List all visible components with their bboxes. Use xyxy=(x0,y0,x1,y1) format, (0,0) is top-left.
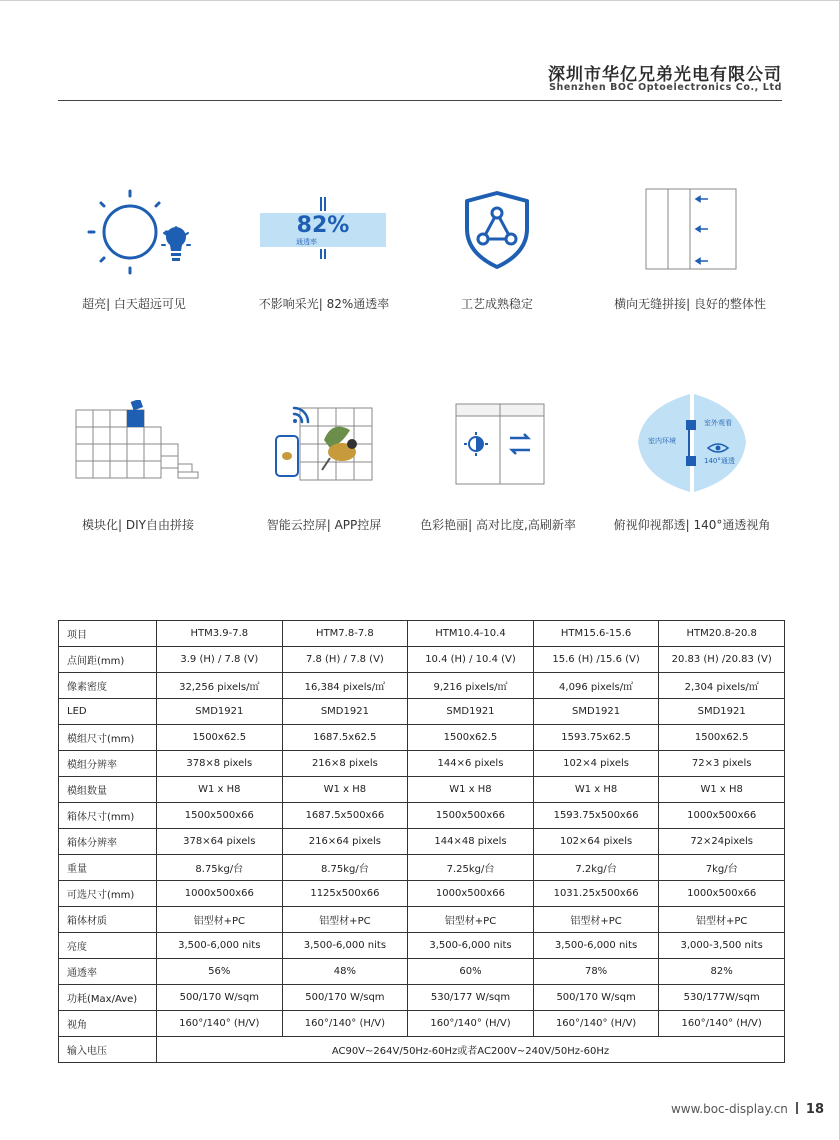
indoor-label: 室内环境 xyxy=(648,437,676,445)
table-cell: 7.25kg/台 xyxy=(408,855,534,881)
table-row xyxy=(59,881,785,907)
row-label: LED xyxy=(59,699,157,725)
table-cell: 56% xyxy=(157,959,283,985)
table-cell: 9,216 pixels/㎡ xyxy=(408,673,534,699)
seamless-splice-icon xyxy=(640,185,740,275)
cloud-control-icon xyxy=(272,400,382,490)
feature-caption: 模块化| DIY自由拼接 xyxy=(82,518,194,532)
row-label: 箱体尺寸(mm) xyxy=(59,803,157,829)
row-label: 功耗(Max/Ave) xyxy=(59,985,157,1011)
table-cell: 144×6 pixels xyxy=(408,751,534,777)
table-cell: SMD1921 xyxy=(533,699,659,725)
angle-label: 140°通透 xyxy=(704,457,735,465)
row-label: 通透率 xyxy=(59,959,157,985)
table-cell: SMD1921 xyxy=(659,699,785,725)
page-header xyxy=(58,58,782,101)
table-cell: 102×4 pixels xyxy=(533,751,659,777)
table-cell: 78% xyxy=(533,959,659,985)
table-cell: HTM10.4-10.4 xyxy=(408,621,534,647)
table-cell: 160°/140° (H/V) xyxy=(408,1011,534,1037)
table-cell: 1687.5x500x66 xyxy=(282,803,408,829)
table-cell: 72×3 pixels xyxy=(659,751,785,777)
transparency-value: 82% xyxy=(296,213,350,238)
feature-stable-process xyxy=(407,185,587,335)
table-cell: 7.8 (H) / 7.8 (V) xyxy=(282,647,408,673)
table-cell: 160°/140° (H/V) xyxy=(157,1011,283,1037)
table-cell: 10.4 (H) / 10.4 (V) xyxy=(408,647,534,673)
table-cell: 378×8 pixels xyxy=(157,751,283,777)
table-cell: 60% xyxy=(408,959,534,985)
table-cell: SMD1921 xyxy=(408,699,534,725)
row-label: 箱体材质 xyxy=(59,907,157,933)
page-number: 18 xyxy=(805,1102,824,1117)
table-cell: HTM20.8-20.8 xyxy=(659,621,785,647)
table-cell: 1000x500x66 xyxy=(157,881,283,907)
table-cell: 500/170 W/sqm xyxy=(157,985,283,1011)
feature-modular xyxy=(48,400,228,550)
footer-divider xyxy=(796,1102,798,1114)
table-cell: 102×64 pixels xyxy=(533,829,659,855)
table-row xyxy=(59,959,785,985)
table-cell: W1 x H8 xyxy=(408,777,534,803)
table-cell: 3,500-6,000 nits xyxy=(282,933,408,959)
table-cell: 1593.75x62.5 xyxy=(533,725,659,751)
feature-color-contrast xyxy=(408,400,588,550)
table-cell: 15.6 (H) /15.6 (V) xyxy=(533,647,659,673)
row-label: 视角 xyxy=(59,1011,157,1037)
row-label: 可选尺寸(mm) xyxy=(59,881,157,907)
table-cell: 530/177W/sqm xyxy=(659,985,785,1011)
table-cell: W1 x H8 xyxy=(282,777,408,803)
table-cell: 216×8 pixels xyxy=(282,751,408,777)
table-row xyxy=(59,907,785,933)
table-row xyxy=(59,1037,785,1063)
spec-table xyxy=(58,620,785,1063)
row-label: 亮度 xyxy=(59,933,157,959)
row-label: 像素密度 xyxy=(59,673,157,699)
table-cell: W1 x H8 xyxy=(659,777,785,803)
table-cell: HTM15.6-15.6 xyxy=(533,621,659,647)
table-row xyxy=(59,803,785,829)
row-label: 重量 xyxy=(59,855,157,881)
table-cell: 铝型材+PC xyxy=(282,907,408,933)
row-label: 点间距(mm) xyxy=(59,647,157,673)
website: www.boc-display.cn xyxy=(670,1102,788,1116)
table-cell: 1125x500x66 xyxy=(282,881,408,907)
table-cell: 160°/140° (H/V) xyxy=(533,1011,659,1037)
sun-bulb-icon xyxy=(84,185,184,275)
modular-grid-icon xyxy=(74,400,204,490)
table-cell: 铝型材+PC xyxy=(659,907,785,933)
color-contrast-icon xyxy=(452,400,552,490)
table-cell: 500/170 W/sqm xyxy=(282,985,408,1011)
table-cell: 3,500-6,000 nits xyxy=(408,933,534,959)
feature-caption: 不影响采光| 82%通透率 xyxy=(258,297,390,311)
table-cell: 8.75kg/台 xyxy=(157,855,283,881)
table-row xyxy=(59,647,785,673)
table-cell: 1593.75x500x66 xyxy=(533,803,659,829)
voltage-cell: AC90V~264V/50Hz-60Hz或者AC200V~240V/50Hz-60Hz xyxy=(157,1037,785,1063)
table-cell: 3,000-3,500 nits xyxy=(659,933,785,959)
table-row xyxy=(59,699,785,725)
table-cell: 铝型材+PC xyxy=(408,907,534,933)
table-cell: 1500x62.5 xyxy=(659,725,785,751)
page-footer xyxy=(671,1102,824,1117)
table-cell: 1500x500x66 xyxy=(157,803,283,829)
feature-caption: 俯视仰视都透| 140°通透视角 xyxy=(613,518,771,532)
table-cell: SMD1921 xyxy=(157,699,283,725)
table-cell: 82% xyxy=(659,959,785,985)
table-cell: 160°/140° (H/V) xyxy=(282,1011,408,1037)
row-label: 模组分辨率 xyxy=(59,751,157,777)
feature-caption: 横向无缝拼接| 良好的整体性 xyxy=(614,297,766,311)
table-row xyxy=(59,673,785,699)
table-row xyxy=(59,829,785,855)
page-border-top xyxy=(0,0,840,1)
feature-caption: 超亮| 白天超远可见 xyxy=(82,297,186,311)
table-cell: 530/177 W/sqm xyxy=(408,985,534,1011)
feature-cloud-control xyxy=(234,400,414,550)
row-label: 模组数量 xyxy=(59,777,157,803)
table-cell: 1000x500x66 xyxy=(659,803,785,829)
table-row xyxy=(59,933,785,959)
table-cell: 160°/140° (H/V) xyxy=(659,1011,785,1037)
company-name-en: Shenzhen BOC Optoelectronics Co., Ltd xyxy=(549,82,782,93)
table-row xyxy=(59,985,785,1011)
table-cell: 3,500-6,000 nits xyxy=(533,933,659,959)
table-row xyxy=(59,725,785,751)
company-name-cn: 深圳市华亿兄弟光电有限公司 xyxy=(548,65,782,85)
table-cell: 1000x500x66 xyxy=(408,881,534,907)
feature-viewing-angle xyxy=(602,388,782,538)
table-cell: 378×64 pixels xyxy=(157,829,283,855)
table-cell: HTM7.8-7.8 xyxy=(282,621,408,647)
transparency-icon xyxy=(260,185,390,275)
feature-super-bright xyxy=(44,185,224,335)
table-cell: 500/170 W/sqm xyxy=(533,985,659,1011)
row-label: 项目 xyxy=(59,621,157,647)
table-cell: 32,256 pixels/㎡ xyxy=(157,673,283,699)
table-cell: 1500x62.5 xyxy=(157,725,283,751)
spec-table-body xyxy=(59,621,785,1063)
table-cell: 3.9 (H) / 7.8 (V) xyxy=(157,647,283,673)
feature-transparency xyxy=(234,185,414,335)
feature-seamless-splice xyxy=(600,185,780,335)
table-cell: 3,500-6,000 nits xyxy=(157,933,283,959)
table-row xyxy=(59,621,785,647)
transparency-sublabel: 通透率 xyxy=(296,238,317,246)
table-row xyxy=(59,855,785,881)
table-cell: 1500x500x66 xyxy=(408,803,534,829)
outdoor-label: 室外观看 xyxy=(704,419,732,427)
table-cell: 1000x500x66 xyxy=(659,881,785,907)
table-cell: W1 x H8 xyxy=(533,777,659,803)
table-cell: SMD1921 xyxy=(282,699,408,725)
table-cell: 2,304 pixels/㎡ xyxy=(659,673,785,699)
feature-caption: 智能云控屏| APP控屏 xyxy=(266,518,382,532)
feature-caption: 色彩艳丽| 高对比度,高刷新率 xyxy=(420,518,576,532)
row-label: 输入电压 xyxy=(59,1037,157,1063)
row-label: 箱体分辨率 xyxy=(59,829,157,855)
table-cell: 1687.5x62.5 xyxy=(282,725,408,751)
table-cell: 1500x62.5 xyxy=(408,725,534,751)
table-cell: 16,384 pixels/㎡ xyxy=(282,673,408,699)
table-row xyxy=(59,751,785,777)
feature-caption: 工艺成熟稳定 xyxy=(460,297,533,311)
table-cell: 72×24pixels xyxy=(659,829,785,855)
table-cell: 216×64 pixels xyxy=(282,829,408,855)
table-cell: 铝型材+PC xyxy=(157,907,283,933)
table-cell: 20.83 (H) /20.83 (V) xyxy=(659,647,785,673)
table-cell: 144×48 pixels xyxy=(408,829,534,855)
row-label: 模组尺寸(mm) xyxy=(59,725,157,751)
table-cell: W1 x H8 xyxy=(157,777,283,803)
table-cell: 8.75kg/台 xyxy=(282,855,408,881)
table-cell: HTM3.9-7.8 xyxy=(157,621,283,647)
table-cell: 7.2kg/台 xyxy=(533,855,659,881)
shield-icon xyxy=(447,185,547,275)
table-row xyxy=(59,1011,785,1037)
table-cell: 48% xyxy=(282,959,408,985)
table-cell: 4,096 pixels/㎡ xyxy=(533,673,659,699)
table-cell: 1031.25x500x66 xyxy=(533,881,659,907)
table-cell: 7kg/台 xyxy=(659,855,785,881)
table-row xyxy=(59,777,785,803)
table-cell: 铝型材+PC xyxy=(533,907,659,933)
viewing-angle-icon xyxy=(632,388,752,498)
